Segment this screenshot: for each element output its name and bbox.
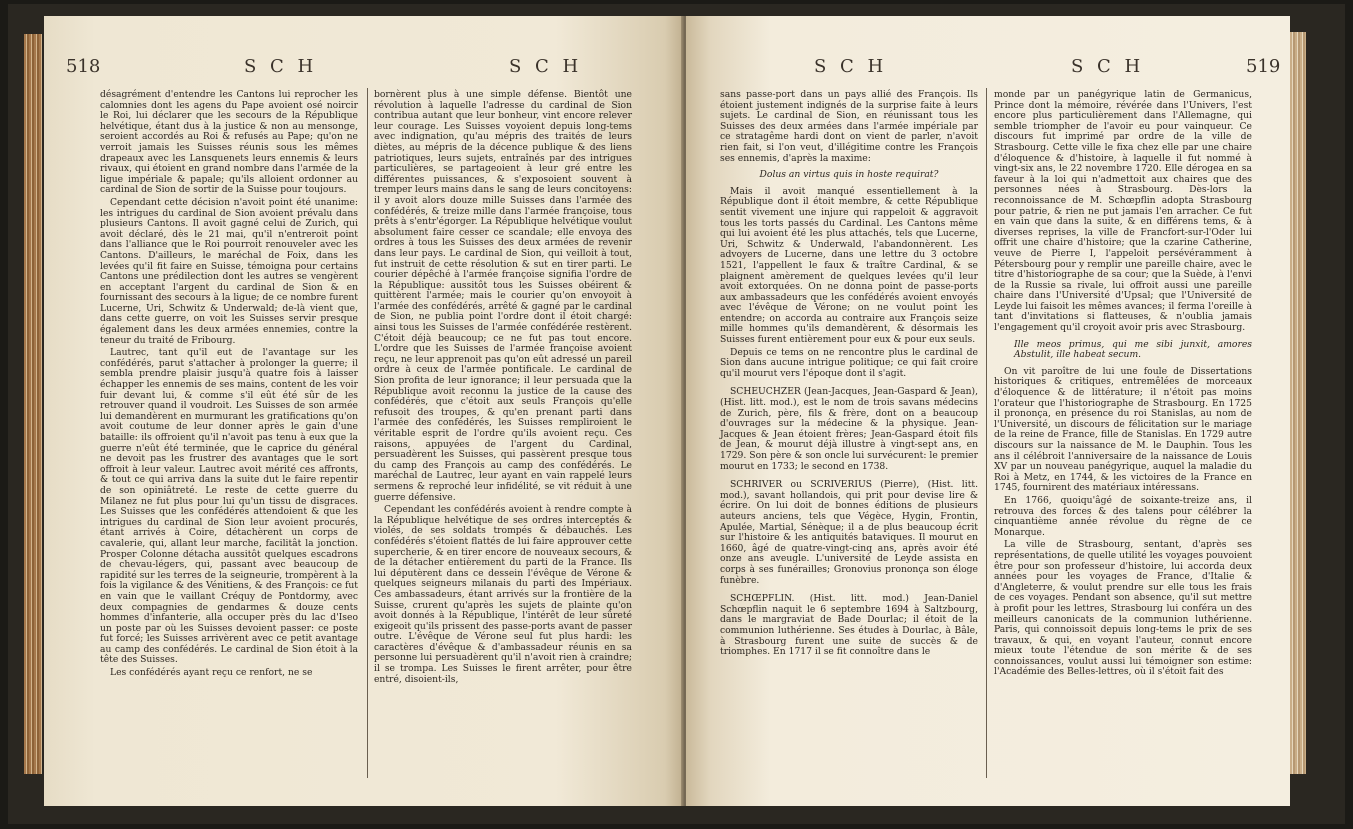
running-head: S C H <box>814 56 888 77</box>
left-page-column-1 <box>100 90 358 681</box>
left-page-column-2 <box>374 90 632 687</box>
latin-verse: Ille meos primus, qui me sibi junxit, amores Abstulit, ille habeat secum. <box>1014 338 1252 361</box>
running-head-right-col: S C H <box>509 56 583 77</box>
latin-quote: Dolus an virtus quis in hoste requirat? <box>759 169 939 181</box>
entry-schriver: SCHRIVER ou SCRIVERIUS (Pierre), (Hist. litt. mod.), savant hollandois, qui prit pour devise lire & écrire. On lui doit de bonnes éditions de plusieurs auteurs anciens, tels que Végèce, Hygin, Frontin, Apulée, Martial, Sénèque; il a de plus beaucoup écrit sur l'histoire & les antiquités bataviques. Il mourut en 1660, âgé de quatre-vingt-cinq ans, après avoir été onze ans aveugle. L'université de Leyde assista en corps à ses funérailles; Gronovius prononça son éloge funèbre. <box>720 479 978 586</box>
right-page-column-2 <box>994 90 1252 680</box>
left-page <box>44 16 684 806</box>
right-page <box>686 16 1290 806</box>
running-head-right-col: S C H <box>1071 56 1145 77</box>
running-head: S C H <box>244 56 318 77</box>
page-edges-right <box>1290 32 1306 774</box>
paragraph: On vit paroître de lui une foule de Dissertations historiques & critiques, entremêlées de morceaux d'éloquence & de littérature; il n'étoit pas moins l'orateur que l'historiographe de Strasbourg. En 1725 il prononça, en présence du roi Stanislas, au nom de l'Université, un discours de félicitation sur le mariage de la reine de France, fille de Stanislas. En 1729 autre discours sur la naissance de M. le Dauphin. Tous les ans il célébroit l'anniversaire de la naissance de Louis XV par un nouveau panégyrique, auquel la maladie du Roi à Metz, en 1744, & les victoires de la France en 1745, fournirent des matériaux intéressans. <box>994 365 1252 494</box>
paragraph: sans passe-port dans un pays allié des François. Ils étoient justement indignés de la surprise faite à leurs sujets. Le cardinal de Sion, en réunissant tous les Suisses des deux armées dans l'armée impériale par ce stratagême hardi dont on vient de parler, n'avoit rien fait, si l'on veut, d'illégitime contre les François ses ennemis, d'après la maxime: <box>720 89 978 164</box>
right-page-column-1 <box>720 90 978 660</box>
paragraph: La ville de Strasbourg, sentant, d'après ses représentations, de quelle utilité les voyages pouvoient être pour son professeur d'histoire, lui accorda deux années pour les voyages de France, d'Italie & d'Angleterre, & voulut prendre sur elle tous les frais de ces voyages. Pendant son absence, qu'il sut mettre à profit pour les lettres, Strasbourg lui conféra un des meilleurs canonicats de la communion luthérienne. Paris, qui connoissoit depuis long-tems le prix de ses travaux, & qui, en voyant l'auteur, connut encore mieux toute l'étendue de son mérite & de ses connoissances, voulut aussi lui témoigner son estime: l'Académie des Belles-lettres, où il s'étoit fait des <box>994 539 1252 678</box>
paragraph: Depuis ce tems on ne rencontre plus le cardinal de Sion dans aucune intrigue politique; ce qui fait croire qu'il mourut vers l'époque dont il s'agit. <box>720 346 978 379</box>
page-edges-left <box>24 34 42 774</box>
entry-scheuchzer: SCHEUCHZER (Jean-Jacques, Jean-Gaspard & Jean), (Hist. litt. mod.), est le nom de trois savans médecins de Zurich, père, fils & frère, dont on a beaucoup d'ouvrages sur la médecine & la physique. Jean-Jacques & Jean étoient frères; Jean-Gaspard étoit fils de Jean, & mourut déjà illustre à vingt-sept ans, en 1729. Son père & son oncle lui survécurent: le premier mourut en 1733; le second en 1738. <box>720 386 978 472</box>
paragraph: Mais il avoit manqué essentiellement à la République dont il étoit membre, & cette République sentit vivement une injure qui rappeloit & aggravoit tous les torts passés du Cardinal. Les Cantons même qui lui avoient été les plus attachés, tels que Lucerne, Uri, Schwitz & Underwald, l'abandonnèrent. Les advoyers de Lucerne, dans une lettre du 3 octobre 1521, l'appellent le faux & traître Cardinal, & se plaignent amèrement de quelques levées qu'il leur avoit extorquées. On ne donna point de passe-ports aux ambassadeurs que les confédérés avoient envoyés avec l'évêque de Vérone; on ne voulut point les entendre; on accorda au contraire aux François seize mille hommes qu'ils demandèrent, & désormais les Suisses furent entièrement pour eux & pour eux seuls. <box>720 185 978 346</box>
paragraph: bornèrent plus à une simple défense. Bientôt une révolution à laquelle l'adresse du cardinal de Sion contribua autant que leur bonheur, vint encore relever leur courage. Les Suisses voyoient depuis long-tems avec indignation, qu'au mépris des traités de leurs diètes, au mépris de la décence publique & des liens patriotiques, leurs sujets, entraînés par des intrigues particulières, se partageoient à leur gré entre les différentes puissances, & s'exposoient souvent à tremper leurs mains dans le sang de leurs concitoyens: il y avoit alors douze mille Suisses dans l'armée des confédérés, & treize mille dans l'armée françoise, tous prêts à s'entr'égorger. La République helvétique voulut absolument faire cesser ce scandale; elle envoya des ordres à tous les Suisses des deux armées de revenir dans leur pays. Le cardinal de Sion, qui veilloit à tout, fut instruit de cette résolution & sut en tirer parti. Le courier dépêché à l'armée françoise signifia l'ordre de la République: aussitôt tous les Suisses obéirent & quittèrent l'armée; mais le courier qu'on envoyoit à l'armée des confédérés, arrêté & gagné par le cardinal de Sion, ne publia point l'ordre dont il étoit chargé: ainsi tous les Suisses de l'armée confédérée restèrent. C'étoit déjà beaucoup; ce ne fut pas tout encore. L'ordre que les Suisses de l'armée françoise avoient reçu, ne leur apprenoit pas qu'on eût adressé un pareil ordre à ceux de l'armée pontificale. Le cardinal de Sion profita de leur ignorance; il leur persuada que la République avoit reconnu la justice de la cause des confédérés, que c'étoit aux seuls François qu'elle refusoit des troupes, & qu'en prenant parti dans l'armée des confédérés, les Suisses rempliroient le véritable esprit de l'ordre qu'ils avoient reçu. Ces raisons, appuyées de l'argent du Cardinal, persuadèrent les Suisses, qui passèrent presque tous du camp des François au camp des confédérés. Le maréchal de Lautrec, leur ayant en vain rappelé leurs sermens & reproché leur infidélité, se vit réduit à une guerre défensive. <box>374 89 632 503</box>
paragraph: En 1766, quoiqu'âgé de soixante-treize ans, il retrouva des forces & des talens pour célébrer la cinquantième année révolue du règne de ce Monarque. <box>994 494 1252 538</box>
paragraph: Cependant les confédérés avoient à rendre compte à la République helvétique de ses ordres interceptés & violés, de ses soldats trompés & débauchés. Les confédérés s'étoient flattés de lui faire approuver cette supercherie, & en tirer encore de nouveaux secours, & de la détacher entièrement du parti de la France. Ils lui députèrent dans ce dessein l'évêque de Vérone & quelques seigneurs milanais du parti des Impériaux. Ces ambassadeurs, étant arrivés sur la frontière de la Suisse, crurent qu'après les sujets de plainte qu'on avoit donnés à la République, l'intérêt de leur sûreté exigeoit qu'ils prissent des passe-ports avant de passer outre. L'évêque de Vérone seul fut plus hardi: les caractères d'évêque & d'ambassadeur réunis en sa personne lui persuadèrent qu'il n'avoit rien à craindre; il se trompa. Les Suisses le firent arrêter, pour être entré, disoient-ils, <box>374 504 632 685</box>
paragraph: monde par un panégyrique latin de Germanicus, Prince dont la mémoire, révérée dans l'Univers, l'est encore plus particulièrement dans l'Allemagne, qui semble triompher de l'avoir eu pour vainqueur. Ce discours fut imprimé par ordre de la ville de Strasbourg. Cette ville le fixa chez elle par une chaire d'éloquence & d'histoire, à laquelle il fut nommé à vingt-six ans, le 22 novembre 1720. Elle dérogea en sa faveur à la loi qui n'admettoit aux chaires que des personnes nées à Strasbourg. Dès-lors la reconnoissance de M. Schœpflin adopta Strasbourg pour patrie, & rien ne put jamais l'en arracher. Ce fut en vain que dans la suite, & en différens tems, & à diverses reprises, la ville de Francfort-sur-l'Oder lui offrit une chaire d'histoire; que la czarine Catherine, veuve de Pierre I, l'appeloit persévéramment à Pétersbourg pour y remplir une pareille chaire, avec le titre d'historiographe de sa cour; que la Suède, à l'envi de la Russie sa rivale, lui offroit aussi une pareille chaire dans l'Université d'Upsal; que l'Université de Leyde lui faisoit les mêmes avances; il ferma l'oreille à tant d'invitations si flatteuses, & n'oublia jamais l'engagement qu'il croyoit avoir pris avec Strasbourg. <box>994 89 1252 334</box>
paragraph: Cependant cette décision n'avoit point été unanime: les intrigues du cardinal de Sion avoient prévalu dans plusieurs Cantons. Il avoit gagné celui de Zurich, qui avoit déclaré, dès le 21 mai, qu'il n'entreroit point dans l'alliance que le Roi pourroit renouveler avec les Cantons. D'ailleurs, le maréchal de Foix, dans les levées qu'il fit faire en Suisse, témoigna pour certains Cantons une prédilection dont les autres se vengèrent en acceptant l'argent du cardinal de Sion & en fournissant des secours à la ligue; de ce nombre furent Lucerne, Uri, Schwitz & Underwald; de-là vient que, dans cette guerre, on voit les Suisses servir presque également dans les deux armées ennemies, contre la teneur du traité de Fribourg. <box>100 196 358 346</box>
column-rule <box>367 88 368 778</box>
paragraph: Les confédérés ayant reçu ce renfort, ne se <box>110 667 313 679</box>
paragraph: désagrément d'entendre les Cantons lui reprocher les calomnies dont les agens du Pape avoient osé noircir le Roi, lui déclarer que les secours de la République helvétique, étant dus à la justice & non au mensonge, seroient accordés au Roi & refusés au Pape; qu'on ne verroit jamais les Suisses réunis sous les mêmes drapeaux avec les Lansquenets leurs ennemis & leurs rivaux, qui étoient en grand nombre dans l'armée de la ligue impériale & papale; qu'ils alloient ordonner au cardinal de Sion de sortir de la Suisse pour toujours. <box>100 89 358 196</box>
entry-schoepflin: SCHŒPFLIN. (Hist. litt. mod.) Jean-Daniel Schœpflin naquit le 6 septembre 1694 à Saltzbourg, dans le margraviat de Bade Dourlac; il étoit de la communion luthérienne. Ses études à Dourlac, à Bâle, à Strasbourg furent une suite de succès & de triomphes. En 1717 il se fit connoître dans le <box>720 593 978 658</box>
page-number: 518 <box>66 56 101 77</box>
paragraph: Lautrec, tant qu'il eut de l'avantage sur les confédérés, parut s'attacher à prolonger la guerre; il sembla prendre plaisir jusqu'à quatre fois à laisser échapper les ennemis de ses mains, content de les voir fuir devant lui, & comme s'il eût été sûr de les retrouver quand il voudroit. Les Suisses de son armée lui demandèrent en murmurant les gratifications qu'on avoit coutume de leur donner après le gain d'une bataille: ils offroient qu'il n'avoit pas tenu à eux que la guerre n'eût été terminée, que le caprice du général ne devoit pas les frustrer des avantages que le sort offroit à leur valeur. Lautrec avoit mérité ces affronts, & tout ce qui arriva dans la suite dut le faire repentir de son opiniâtreté. Le reste de cette guerre du Milanez ne fut plus pour lui qu'un tissu de disgraces. Les Suisses que les confédérés attendoient & que les intrigues du cardinal de Sion leur avoient procurés, étant arrivés à Coire, détachèrent un corps de cavalerie, qui, allant leur marche, facilitât la jonction. Prosper Colonne détacha aussitôt quelques escadrons de chevau-légers, qui, passant avec beaucoup de rapidité sur les terres de la seigneurie, trompèrent à la fois la vigilance & des Vénitiens, & des François: ce fut en vain que le vaillant Créquy de Pontdormy, avec deux compagnies de gendarmes & douze cents hommes d'infanterie, alla occuper près du lac d'Iseo un poste par où les Suisses devoient passer: ce poste fut forcé; les Suisses arrivèrent avec ce petit avantage au camp des confédérés. Le cardinal de Sion étoit à la tête des Suisses. <box>100 347 358 666</box>
column-rule <box>986 88 987 778</box>
page-number: 519 <box>1246 56 1281 77</box>
